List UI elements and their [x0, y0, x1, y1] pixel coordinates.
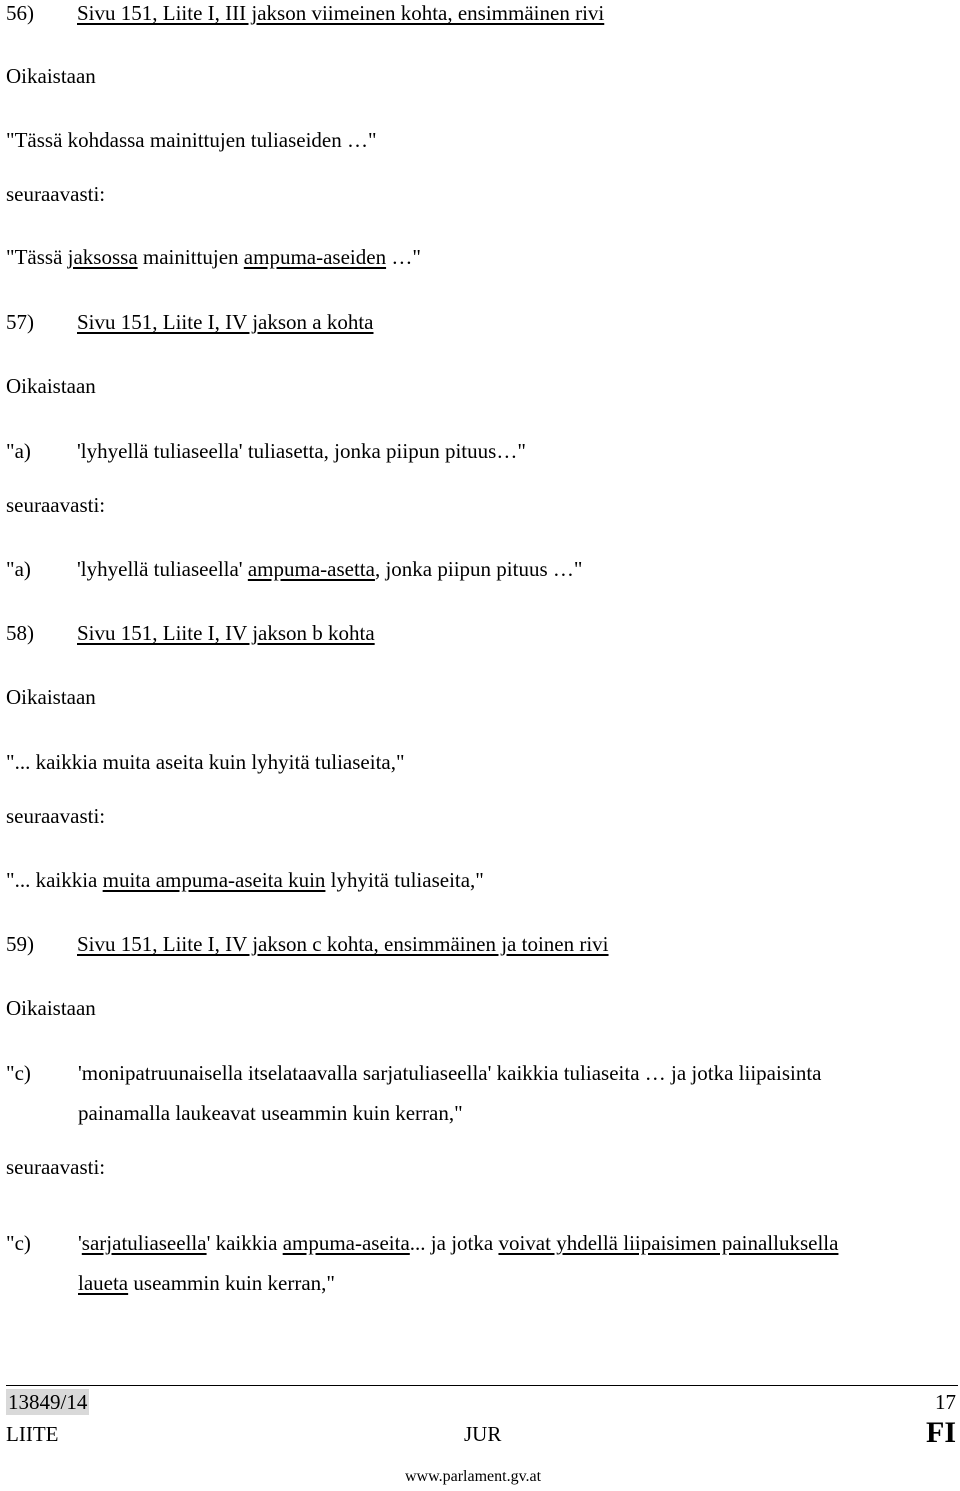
original-item-text-cont: painamalla laukeavat useammin kuin kerran," — [78, 1101, 463, 1125]
heading-56-text: 56) Sivu 151, Liite I, III jakson viimeinen kohta, ensimmäinen rivi — [6, 1, 605, 25]
original-quote: "Tässä kohdassa mainittujen tuliaseiden …" — [6, 128, 377, 152]
corrected-item-text-cont: laueta useammin kuin kerran," — [78, 1271, 335, 1295]
page-number: 17 — [935, 1390, 956, 1414]
corrected-quote: "... kaikkia muita ampuma-aseita kuin lyhyitä tuliaseita," — [6, 868, 484, 892]
corrected-quote: "Tässä jaksossa mainittujen ampuma-aseiden …" — [6, 245, 421, 269]
source-url: www.parlament.gv.at — [405, 1468, 542, 1485]
annex-label: LIITE — [6, 1422, 59, 1446]
footer-divider — [6, 1385, 958, 1386]
original-item: "a) 'lyhyellä tuliaseella' tuliasetta, jonka piipun pituus…" — [6, 439, 526, 463]
original-item-num: "c) — [6, 1061, 31, 1085]
heading-59-text: 59) Sivu 151, Liite I, IV jakson c kohta, ensimmäinen ja toinen rivi — [6, 932, 609, 956]
corrected-item: "a) 'lyhyellä tuliaseella' ampuma-asetta, jonka piipun pituus …" — [6, 557, 583, 581]
seuraavasti-label: seuraavasti: — [6, 182, 106, 206]
oikaistaan-label: Oikaistaan — [6, 64, 96, 88]
corrected-item-num: "c) — [6, 1231, 31, 1255]
heading-58 — [6, 620, 375, 646]
heading-59 — [6, 931, 609, 957]
heading-57 — [6, 309, 374, 335]
original-quote: "... kaikkia muita aseita kuin lyhyitä tuliaseita," — [6, 750, 405, 774]
oikaistaan-label: Oikaistaan — [6, 996, 96, 1020]
heading-57-text: 57) Sivu 151, Liite I, IV jakson a kohta — [6, 310, 374, 334]
oikaistaan-label: Oikaistaan — [6, 374, 96, 398]
document-number: 13849/14 — [8, 1390, 88, 1414]
oikaistaan-label: Oikaistaan — [6, 685, 96, 709]
heading-58-text: 58) Sivu 151, Liite I, IV jakson b kohta — [6, 621, 375, 645]
seuraavasti-label: seuraavasti: — [6, 1155, 106, 1179]
corrected-item-text: 'sarjatuliaseella' kaikkia ampuma-aseita... ja jotka voivat yhdellä liipaisimen painalluksella — [78, 1231, 839, 1255]
seuraavasti-label: seuraavasti: — [6, 493, 106, 517]
department-code: JUR — [464, 1422, 502, 1446]
seuraavasti-label: seuraavasti: — [6, 804, 106, 828]
original-item-text: 'monipatruunaisella itselataavalla sarjatuliaseella' kaikkia tuliaseita … ja jotka liipaisinta — [78, 1061, 822, 1085]
heading-56 — [6, 0, 604, 26]
language-code: FI — [926, 1416, 956, 1449]
